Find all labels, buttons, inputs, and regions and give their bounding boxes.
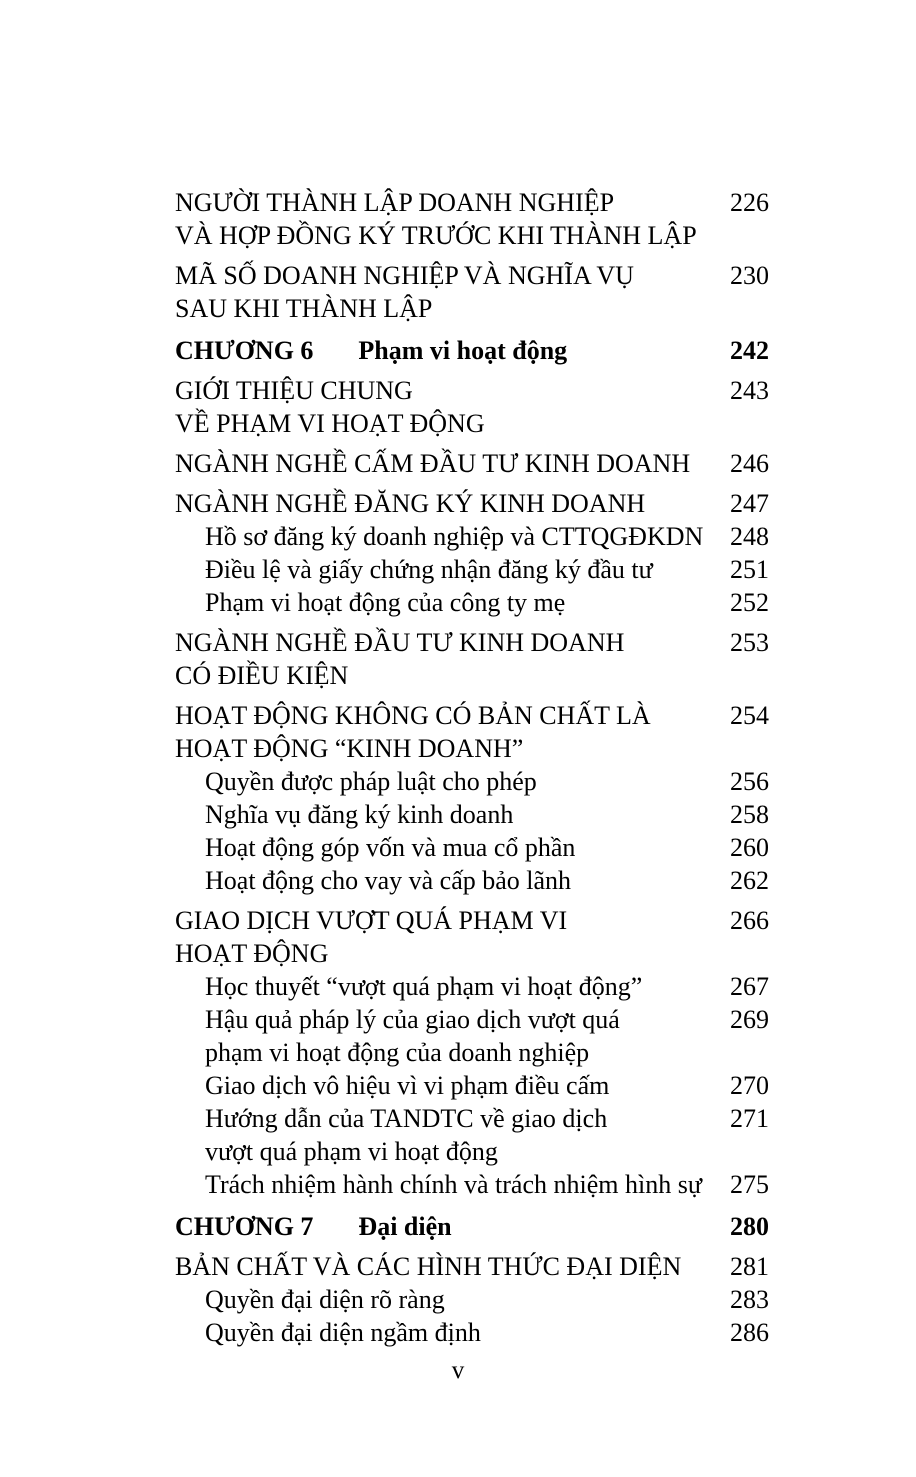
toc-entry-title bbox=[175, 904, 703, 970]
toc-entry-page-number: 242 bbox=[730, 336, 769, 365]
toc-entry-title bbox=[175, 553, 703, 586]
toc-entry bbox=[175, 970, 769, 1003]
toc-entry bbox=[175, 765, 769, 798]
toc-entry-page-number: 252 bbox=[730, 588, 769, 617]
toc-entry bbox=[175, 520, 769, 553]
toc-entry bbox=[175, 586, 769, 619]
toc-entry-title bbox=[175, 765, 703, 798]
toc-entry-line: NGƯỜI THÀNH LẬP DOANH NGHIỆP bbox=[175, 188, 615, 217]
toc-entry-title bbox=[175, 864, 703, 897]
toc-entry-title bbox=[175, 970, 703, 1003]
toc-entry-page-number: 256 bbox=[730, 767, 769, 796]
toc-entry-line: Phạm vi hoạt động của công ty mẹ bbox=[205, 588, 566, 617]
toc-entry bbox=[175, 259, 769, 325]
toc-entry-page-number: 271 bbox=[730, 1104, 769, 1133]
chapter-label: CHƯƠNG 6 bbox=[175, 336, 314, 365]
toc-entry-title bbox=[175, 586, 703, 619]
toc-entry-page-number: 247 bbox=[730, 489, 769, 518]
toc-entry-title bbox=[175, 374, 703, 440]
page-number-footer: v bbox=[451, 1357, 465, 1384]
toc-entry-title bbox=[175, 1210, 703, 1243]
toc-entry-title bbox=[175, 520, 703, 553]
toc-entry bbox=[175, 1102, 769, 1168]
toc-entry bbox=[175, 626, 769, 692]
toc-entry bbox=[175, 487, 769, 520]
toc-entry-line: HOẠT ĐỘNG “KINH DOANH” bbox=[175, 734, 524, 763]
toc-entry-line: SAU KHI THÀNH LẬP bbox=[175, 294, 433, 323]
toc-entry bbox=[175, 374, 769, 440]
toc-entry-line: MÃ SỐ DOANH NGHIỆP VÀ NGHĨA VỤ bbox=[175, 261, 634, 290]
toc-entry-title bbox=[175, 699, 703, 765]
toc-entry-line: Hậu quả pháp lý của giao dịch vượt quá bbox=[205, 1005, 620, 1034]
toc-entry-line: VÀ HỢP ĐỒNG KÝ TRƯỚC KHI THÀNH LẬP bbox=[175, 221, 697, 250]
toc-entry bbox=[175, 1316, 769, 1349]
toc-entry-title bbox=[175, 447, 703, 480]
toc-entry-line: Quyền được pháp luật cho phép bbox=[205, 767, 537, 796]
toc-entry-line: BẢN CHẤT VÀ CÁC HÌNH THỨC ĐẠI DIỆN bbox=[175, 1252, 682, 1281]
toc-entry-line: CÓ ĐIỀU KIỆN bbox=[175, 661, 349, 690]
toc-entry-title bbox=[175, 1003, 703, 1069]
toc-entry-page-number: 246 bbox=[730, 449, 769, 478]
toc-entry-line: VỀ PHẠM VI HOẠT ĐỘNG bbox=[175, 409, 485, 438]
toc-entry-page-number: 281 bbox=[730, 1252, 769, 1281]
toc-entry-page-number: 262 bbox=[730, 866, 769, 895]
toc-entry-title bbox=[175, 798, 703, 831]
toc-entry bbox=[175, 1168, 769, 1201]
toc-entry-line: NGÀNH NGHỀ ĐĂNG KÝ KINH DOANH bbox=[175, 489, 646, 518]
toc-entry-title bbox=[175, 487, 703, 520]
toc-entry-title bbox=[175, 334, 703, 367]
toc-entry-page-number: 283 bbox=[730, 1285, 769, 1314]
toc-entry-line: Quyền đại diện rõ ràng bbox=[205, 1285, 445, 1314]
toc-entry-page-number: 226 bbox=[730, 188, 769, 217]
toc-entry-page-number: 270 bbox=[730, 1071, 769, 1100]
toc-entry bbox=[175, 1003, 769, 1069]
toc-entry-title bbox=[175, 1102, 703, 1168]
toc-entry bbox=[175, 831, 769, 864]
toc-entry-page-number: 248 bbox=[730, 522, 769, 551]
toc-entry-line: NGÀNH NGHỀ CẤM ĐẦU TƯ KINH DOANH bbox=[175, 449, 691, 478]
toc-entry-line: Nghĩa vụ đăng ký kinh doanh bbox=[205, 800, 514, 829]
toc-entry-line: NGÀNH NGHỀ ĐẦU TƯ KINH DOANH bbox=[175, 628, 625, 657]
toc-entry bbox=[175, 864, 769, 897]
toc-chapter-entry bbox=[175, 1210, 769, 1243]
toc-entry-title bbox=[175, 1316, 703, 1349]
toc-entry-page-number: 251 bbox=[730, 555, 769, 584]
chapter-label: CHƯƠNG 7 bbox=[175, 1212, 314, 1241]
toc-entry-page-number: 230 bbox=[730, 261, 769, 290]
toc-entry-line: Hoạt động góp vốn và mua cổ phần bbox=[205, 833, 576, 862]
toc-entry-page-number: 258 bbox=[730, 800, 769, 829]
toc-entry bbox=[175, 699, 769, 765]
toc-entry bbox=[175, 553, 769, 586]
toc-entry-line: HOẠT ĐỘNG KHÔNG CÓ BẢN CHẤT LÀ bbox=[175, 701, 651, 730]
toc-entry-title bbox=[175, 626, 703, 692]
toc-entry-page-number: 243 bbox=[730, 376, 769, 405]
toc-entry-line: HOẠT ĐỘNG bbox=[175, 939, 329, 968]
toc-entry-page-number: 266 bbox=[730, 906, 769, 935]
toc-chapter-entry bbox=[175, 334, 769, 367]
toc-entry-line: Hồ sơ đăng ký doanh nghiệp và CTTQGĐKDN bbox=[205, 522, 704, 551]
toc-entry bbox=[175, 1283, 769, 1316]
toc-entry-line: Quyền đại diện ngầm định bbox=[205, 1318, 481, 1347]
toc-entry-page-number: 253 bbox=[730, 628, 769, 657]
toc-entry bbox=[175, 447, 769, 480]
toc-entry-page-number: 267 bbox=[730, 972, 769, 1001]
toc-entry-page-number: 286 bbox=[730, 1318, 769, 1347]
toc-entry-line: Điều lệ và giấy chứng nhận đăng ký đầu tư bbox=[205, 555, 653, 584]
toc-entry-title bbox=[175, 186, 703, 252]
toc-entry-line: Hướng dẫn của TANDTC về giao dịch bbox=[205, 1104, 608, 1133]
toc-entry-page-number: 280 bbox=[730, 1212, 769, 1241]
toc-entry-page-number: 260 bbox=[730, 833, 769, 862]
toc-entry-line: Học thuyết “vượt quá phạm vi hoạt động” bbox=[205, 972, 643, 1001]
toc-chapter-line bbox=[175, 334, 703, 367]
chapter-title: Đại diện bbox=[358, 1212, 452, 1241]
toc-entry-page-number: 254 bbox=[730, 701, 769, 730]
toc-entry-page-number: 275 bbox=[730, 1170, 769, 1199]
toc-entry-line: GIỚI THIỆU CHUNG bbox=[175, 376, 413, 405]
chapter-title: Phạm vi hoạt động bbox=[358, 336, 568, 365]
toc-entry-title bbox=[175, 1283, 703, 1316]
toc-entry-line: vượt quá phạm vi hoạt động bbox=[205, 1137, 498, 1166]
toc-entry-line: Hoạt động cho vay và cấp bảo lãnh bbox=[205, 866, 572, 895]
table-of-contents bbox=[175, 186, 769, 1349]
toc-entry bbox=[175, 904, 769, 970]
toc-entry-title bbox=[175, 259, 703, 325]
toc-entry-line: phạm vi hoạt động của doanh nghiệp bbox=[205, 1038, 590, 1067]
toc-entry-line: Trách nhiệm hành chính và trách nhiệm hình sự bbox=[205, 1170, 702, 1199]
toc-entry-page-number: 269 bbox=[730, 1005, 769, 1034]
toc-entry-title bbox=[175, 1250, 703, 1283]
toc-entry bbox=[175, 186, 769, 252]
toc-entry-line: GIAO DỊCH VƯỢT QUÁ PHẠM VI bbox=[175, 906, 568, 935]
toc-entry bbox=[175, 798, 769, 831]
toc-entry-line: Giao dịch vô hiệu vì vi phạm điều cấm bbox=[205, 1071, 610, 1100]
toc-entry bbox=[175, 1069, 769, 1102]
toc-chapter-line bbox=[175, 1210, 703, 1243]
toc-entry-title bbox=[175, 831, 703, 864]
toc-entry-title bbox=[175, 1168, 703, 1201]
toc-entry-title bbox=[175, 1069, 703, 1102]
toc-entry bbox=[175, 1250, 769, 1283]
